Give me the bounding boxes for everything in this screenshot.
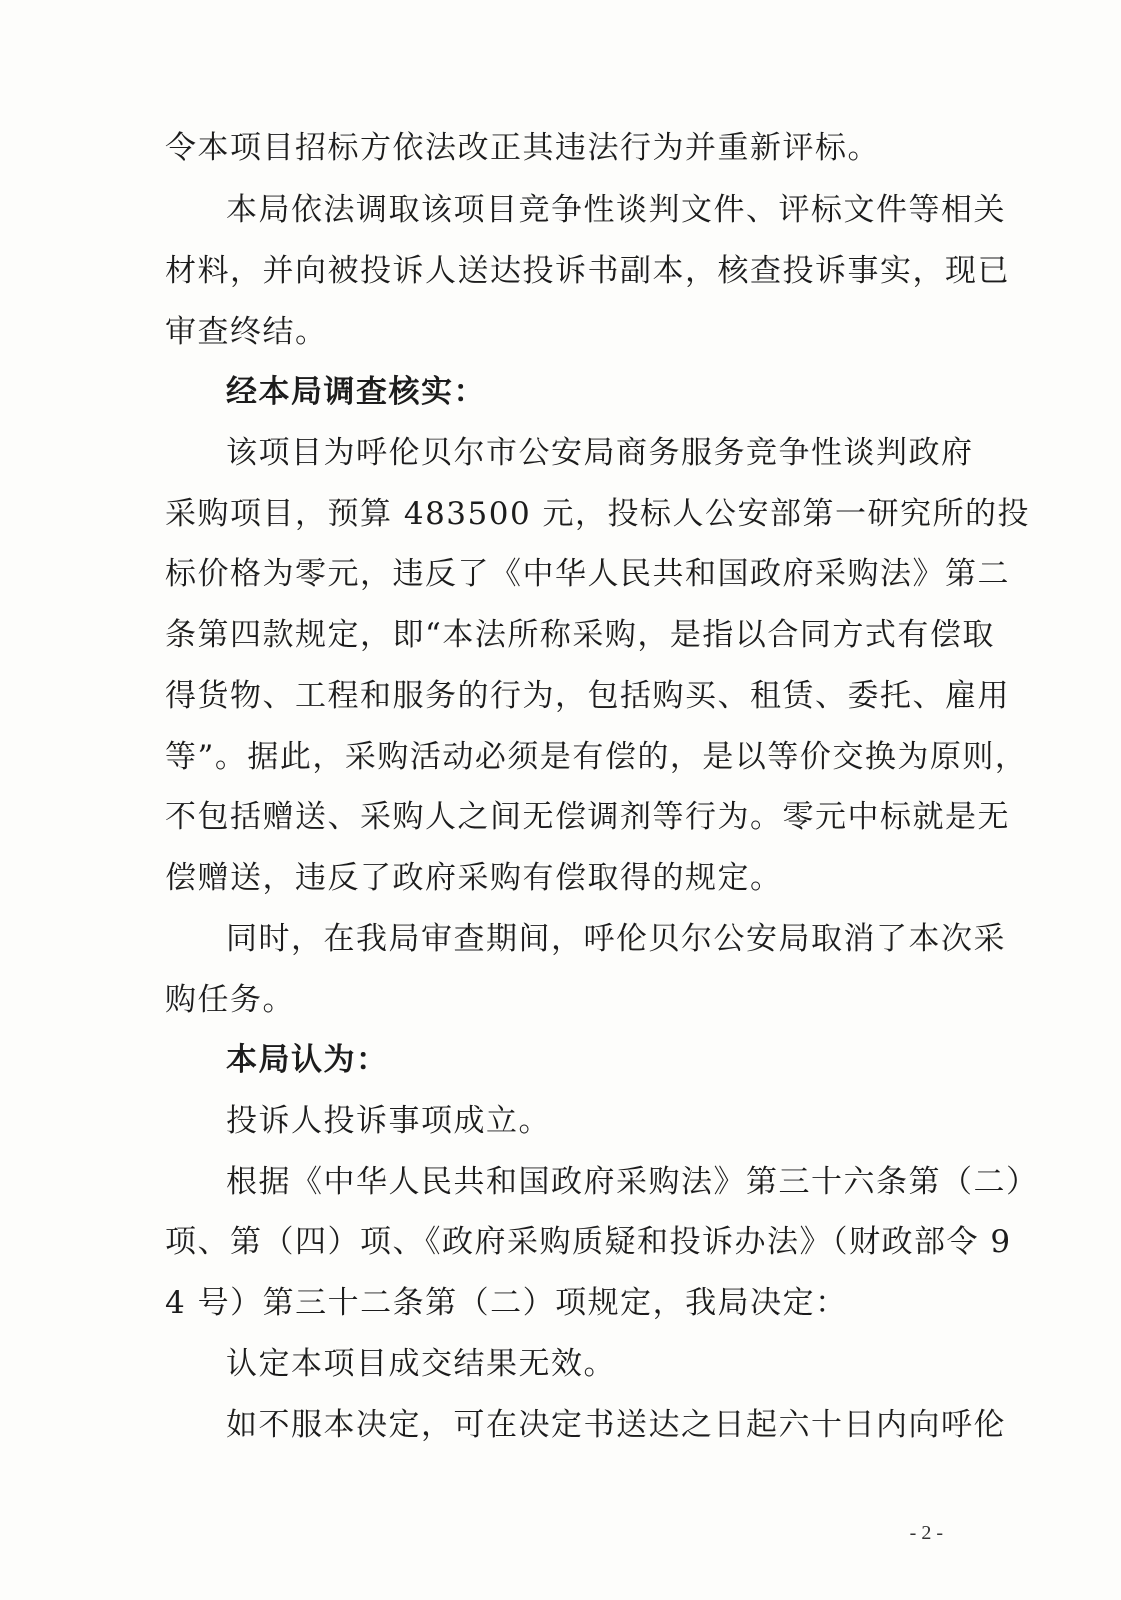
text-line: 项、第（四）项、《政府采购质疑和投诉办法》（财政部令 9: [165, 1224, 1012, 1260]
text-line: 标价格为零元，违反了《中华人民共和国政府采购法》第二: [165, 556, 1010, 592]
text-line: 本局依法调取该项目竞争性谈判文件、评标文件等相关: [226, 192, 1006, 228]
text-line: 材料，并向被投诉人送达投诉书副本，核查投诉事实，现已: [165, 253, 1010, 289]
page-number: - 2 -: [909, 1522, 943, 1544]
text-line: 如不服本决定，可在决定书送达之日起六十日内向呼伦: [226, 1407, 1006, 1443]
text-line: 根据《中华人民共和国政府采购法》第三十六条第（二）: [226, 1164, 1039, 1200]
text-line: 采购项目，预算 483500 元，投标人公安部第一研究所的投: [165, 496, 1031, 532]
text-line: 审查终结。: [165, 314, 328, 350]
text-line: 4 号）第三十二条第（二）项规定，我局决定：: [165, 1285, 848, 1321]
text-line: 得货物、工程和服务的行为，包括购买、租赁、委托、雇用: [165, 678, 1010, 714]
section-heading: 本局认为：: [226, 1042, 389, 1078]
text-line: 投诉人投诉事项成立。: [226, 1103, 551, 1139]
text-line: 购任务。: [165, 982, 295, 1018]
text-line: 认定本项目成交结果无效。: [226, 1346, 616, 1382]
text-line: 令本项目招标方依法改正其违法行为并重新评标。: [165, 130, 880, 166]
text-line: 该项目为呼伦贝尔市公安局商务服务竞争性谈判政府: [226, 435, 974, 471]
text-line: 等”。据此，采购活动必须是有偿的，是以等价交换为原则，: [165, 739, 1028, 775]
text-line: 不包括赠送、采购人之间无偿调剂等行为。零元中标就是无: [165, 799, 1010, 835]
section-heading: 经本局调查核实：: [226, 374, 486, 410]
text-line: 同时，在我局审查期间，呼伦贝尔公安局取消了本次采: [226, 921, 1006, 957]
text-line: 条第四款规定，即“本法所称采购，是指以合同方式有偿取: [165, 617, 995, 653]
text-line: 偿赠送，违反了政府采购有偿取得的规定。: [165, 860, 783, 896]
